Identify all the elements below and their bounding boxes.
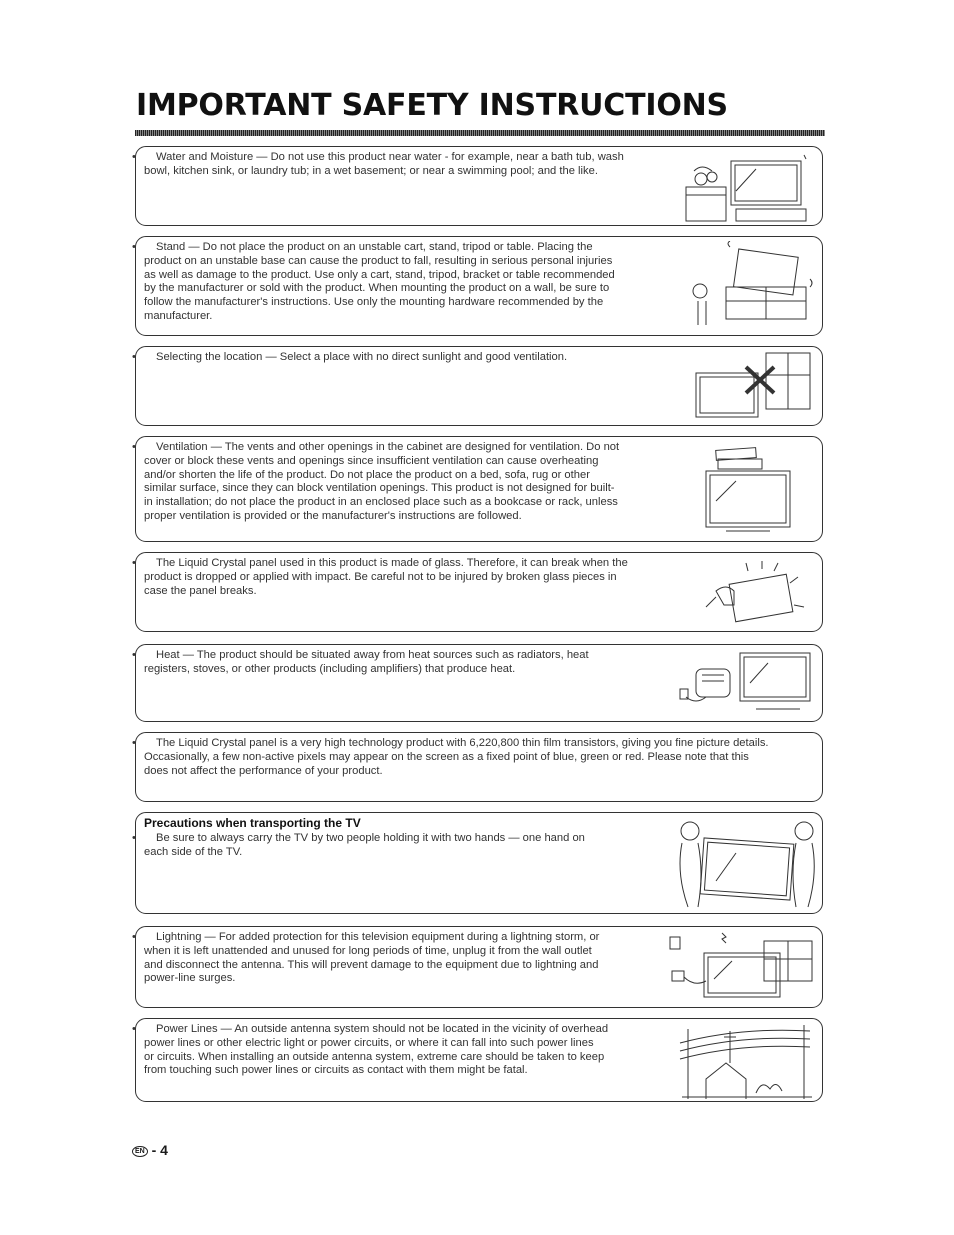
sunlight-tv-illustration [686, 351, 816, 423]
lightning-tv-illustration [666, 931, 816, 1003]
stand-tv-illustration [686, 241, 816, 331]
section-text: • The Liquid Crystal panel used in this product is made of glass. Therefore, it can break when the product is dropped or applied with impact. Be careful not to be injured by broken glass pieces in case the panel breaks. [132, 557, 628, 597]
section-lightning [132, 926, 823, 1008]
page-title: IMPORTANT SAFETY INSTRUCTIONS [136, 88, 728, 123]
power-lines-illustration [676, 1023, 816, 1099]
heater-tv-illustration [676, 649, 816, 719]
section-text: • Heat — The product should be situated away from heat sources such as radiators, heat registers, stoves, or other products (including amplifiers) that produce heat. [132, 649, 589, 675]
carrying-tv-illustration [676, 817, 816, 913]
sink-tv-illustration [676, 151, 816, 223]
broken-glass-illustration [686, 557, 816, 629]
section-heading: Precautions when transporting the TV [144, 816, 361, 830]
page-number: - 4 [151, 1142, 168, 1158]
section-ventilation [132, 436, 823, 542]
section-heat [132, 644, 823, 722]
section-text: • Power Lines — An outside antenna system should not be located in the vicinity of overhead power lines or other electric light or power circuits, or where it can fall into such power lines or circuits. When installing an outside antenna system, extreme care should be taken to keep from touching such power lines or circuits as contact with them might be fatal. [132, 1023, 609, 1077]
section-stand [132, 236, 823, 336]
title-rule [135, 130, 825, 136]
section-text: Precautions when transporting the TV • Be sure to always carry the TV by two people holding it with two hands — one hand on each side of the TV. [132, 816, 585, 858]
section-power-lines [132, 1018, 823, 1102]
section-text: • Water and Moisture — Do not use this product near water - for example, near a bath tub, wash bowl, kitchen sink, or laundry tub; in a wet basement; or near a swimming pool; and the like. [132, 151, 624, 177]
section-text: • Stand — Do not place the product on an unstable cart, stand, tripod or table. Placing the product on an unstable base can cause the product to fall, resulting in serious personal injuries as well as damage to the product. Use only a cart, stand, tripod, bracket or table recommended by the manufacturer or sold with the product. When mounting the product on a wall, be sure to follow the manufacturer's instructions. Use only the mounting hardware recommended by the manufacturer. [132, 241, 615, 322]
section-text: • The Liquid Crystal panel is a very high technology product with 6,220,800 thin film transistors, giving you fine picture details. Occasionally, a few non-active pixels may appear on the screen as a fixed point of blue, green or red. Please note that this does not affect the performance of your product. [132, 737, 769, 777]
section-water-moisture [132, 146, 823, 226]
section-text: • Selecting the location — Select a place with no direct sunlight and good ventilation. [132, 351, 568, 363]
section-text: • Ventilation — The vents and other openings in the cabinet are designed for ventilation. Do not cover or block these vents and openings since insufficient ventilation can cause overheating and/or shorten the life of the product. Do not place the product on a bed, sofa, rug or other similar surface, since they can block ventilation openings. This product is not designed for built- in installation; do not place the product in an enclosed place such as a bookcase or rack, unless proper ventilation is provided or the manufacturer's instructions are followed. [132, 441, 620, 522]
section-transporting [132, 812, 823, 914]
ventilation-tv-illustration [696, 441, 816, 537]
language-badge: EN [132, 1146, 148, 1157]
section-glass-panel [132, 552, 823, 632]
page-footer [132, 1142, 168, 1158]
section-pixels [132, 732, 823, 802]
section-location [132, 346, 823, 426]
section-text: • Lightning — For added protection for this television equipment during a lightning storm, or when it is left unattended and unused for long periods of time, unplug it from the wall outlet and disconnect the antenna. This will prevent damage to the equipment due to lightning and power-line surges. [132, 931, 600, 985]
